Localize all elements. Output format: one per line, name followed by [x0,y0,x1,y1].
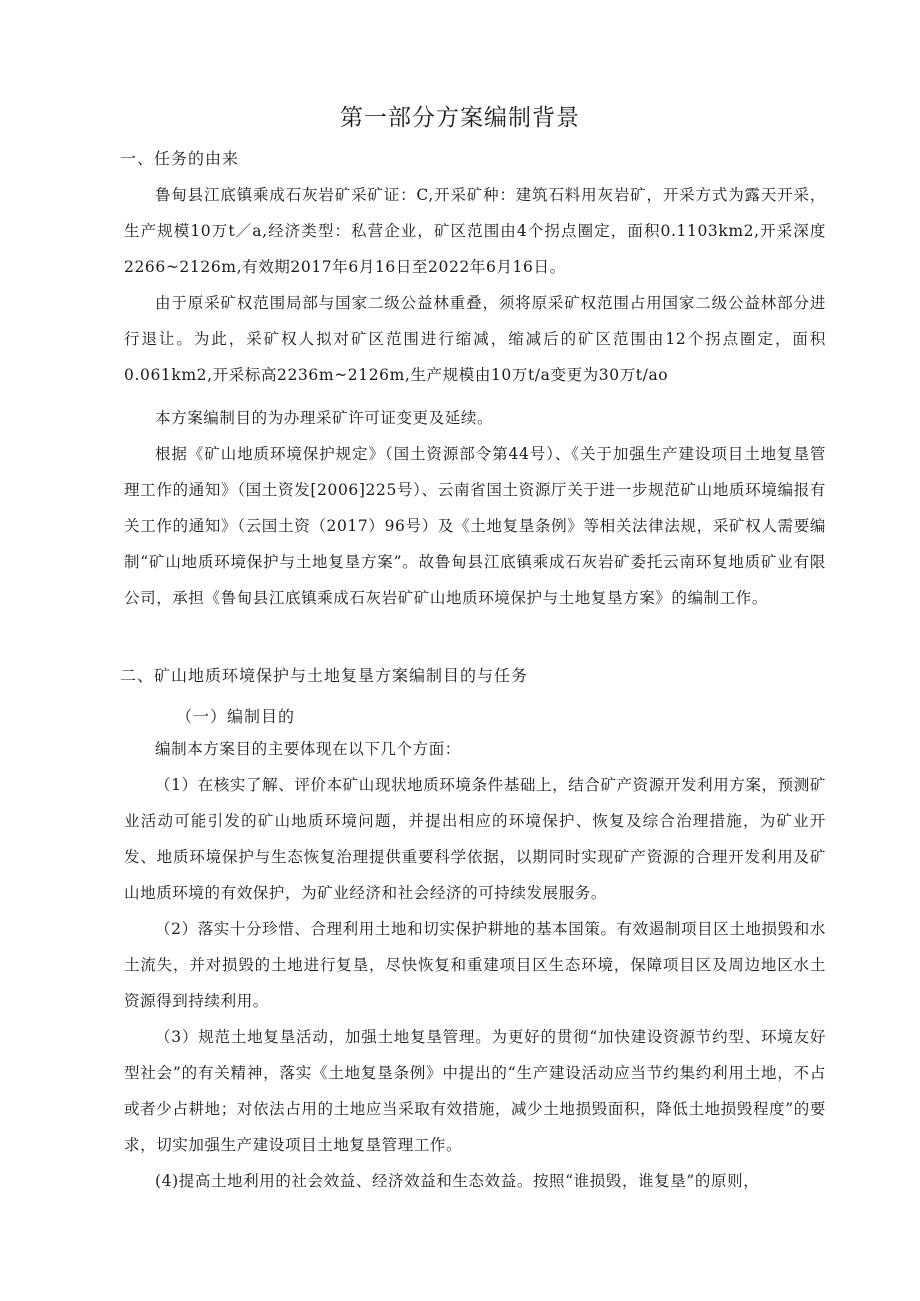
section-2-item-4: (4)提高土地利用的社会效益、经济效益和生态效益。按照“谁损毁，谁复垦”的原则， [155,1172,760,1190]
section-2-sub-heading: （一）编制目的 [176,707,296,726]
section-1-heading: 一、任务的由来 [120,149,240,168]
section-2-item-3: （3）规范土地复垦活动，加强土地复垦管理。为更好的贯彻“加快建设资源节约型、环境友好型社会”的有关精神，落实《土地复垦条例》中提出的“生产建设活动应当节约集约利用土地，不占或者少占耕地；对依法占用的土地应当采取有效措施，减少土地损毁面积，降低土地损毁程度”的要求，切实加强生产建设项目土地复垦管理工作。 [124,1028,826,1154]
section-2-heading: 二、矿山地质环境保护与土地复垦方案编制目的与任务 [120,666,529,685]
section-2-item-1: （1）在核实了解、评价本矿山现状地质环境条件基础上，结合矿产资源开发利用方案，预测矿业活动可能引发的矿山地质环境问题，并提出相应的环境保护、恢复及综合治理措施，为矿业开发、地质环境保护与生态恢复治理提供重要科学依据，以期同时实现矿产资源的合理开发利用及矿山地质环境的有效保护，为矿业经济和社会经济的可持续发展服务。 [124,776,826,902]
section-1-paragraph-3: 本方案编制目的为办理采矿许可证变更及延续。 [155,409,494,427]
section-2-intro: 编制本方案目的主要体现在以下几个方面： [155,740,461,758]
section-1-paragraph-1: 鲁甸县江底镇乘成石灰岩矿采矿证：C,开采矿种：建筑石料用灰岩矿，开采方式为露天开采，生产规模10万t／a,经济类型：私营企业，矿区范围由4个拐点圈定，面积0.1103km2,开采深度2266~2126m,有效期2017年6月16日至2022年6月16日。 [124,186,826,276]
page-title: 第一部分方案编制背景 [340,105,580,131]
section-2-item-2: （2）落实十分珍惜、合理利用土地和切实保护耕地的基本国策。有效遏制项目区土地损毁和水土流失，并对损毁的土地进行复垦，尽快恢复和重建项目区生态环境，保障项目区及周边地区水土资源得到持续利用。 [124,920,826,1010]
section-1-paragraph-4: 根据《矿山地质环境保护规定》（国土资源部令第44号）、《关于加强生产建设项目土地复垦管理工作的通知》（国土资发[2006]225号）、云南省国土资源厅关于进一步规范矿山地质环境编报有关工作的通知》（云国土资（2017）96号）及《土地复垦条例》等相关法律法规，采矿权人需要编制“矿山地质环境保护与土地复垦方案”。故鲁甸县江底镇乘成石灰岩矿委托云南环复地质矿业有限公司，承担《鲁甸县江底镇乘成石灰岩矿矿山地质环境保护与土地复垦方案》的编制工作。 [124,445,826,607]
section-1-paragraph-2: 由于原采矿权范围局部与国家二级公益林重叠，须将原采矿权范围占用国家二级公益林部分进行退让。为此，采矿权人拟对矿区范围进行缩减，缩减后的矿区范围由12个拐点圈定，面积0.061km2,开采标高2236m~2126m,生产规模由10万t/a变更为30万t/ao [124,294,826,384]
